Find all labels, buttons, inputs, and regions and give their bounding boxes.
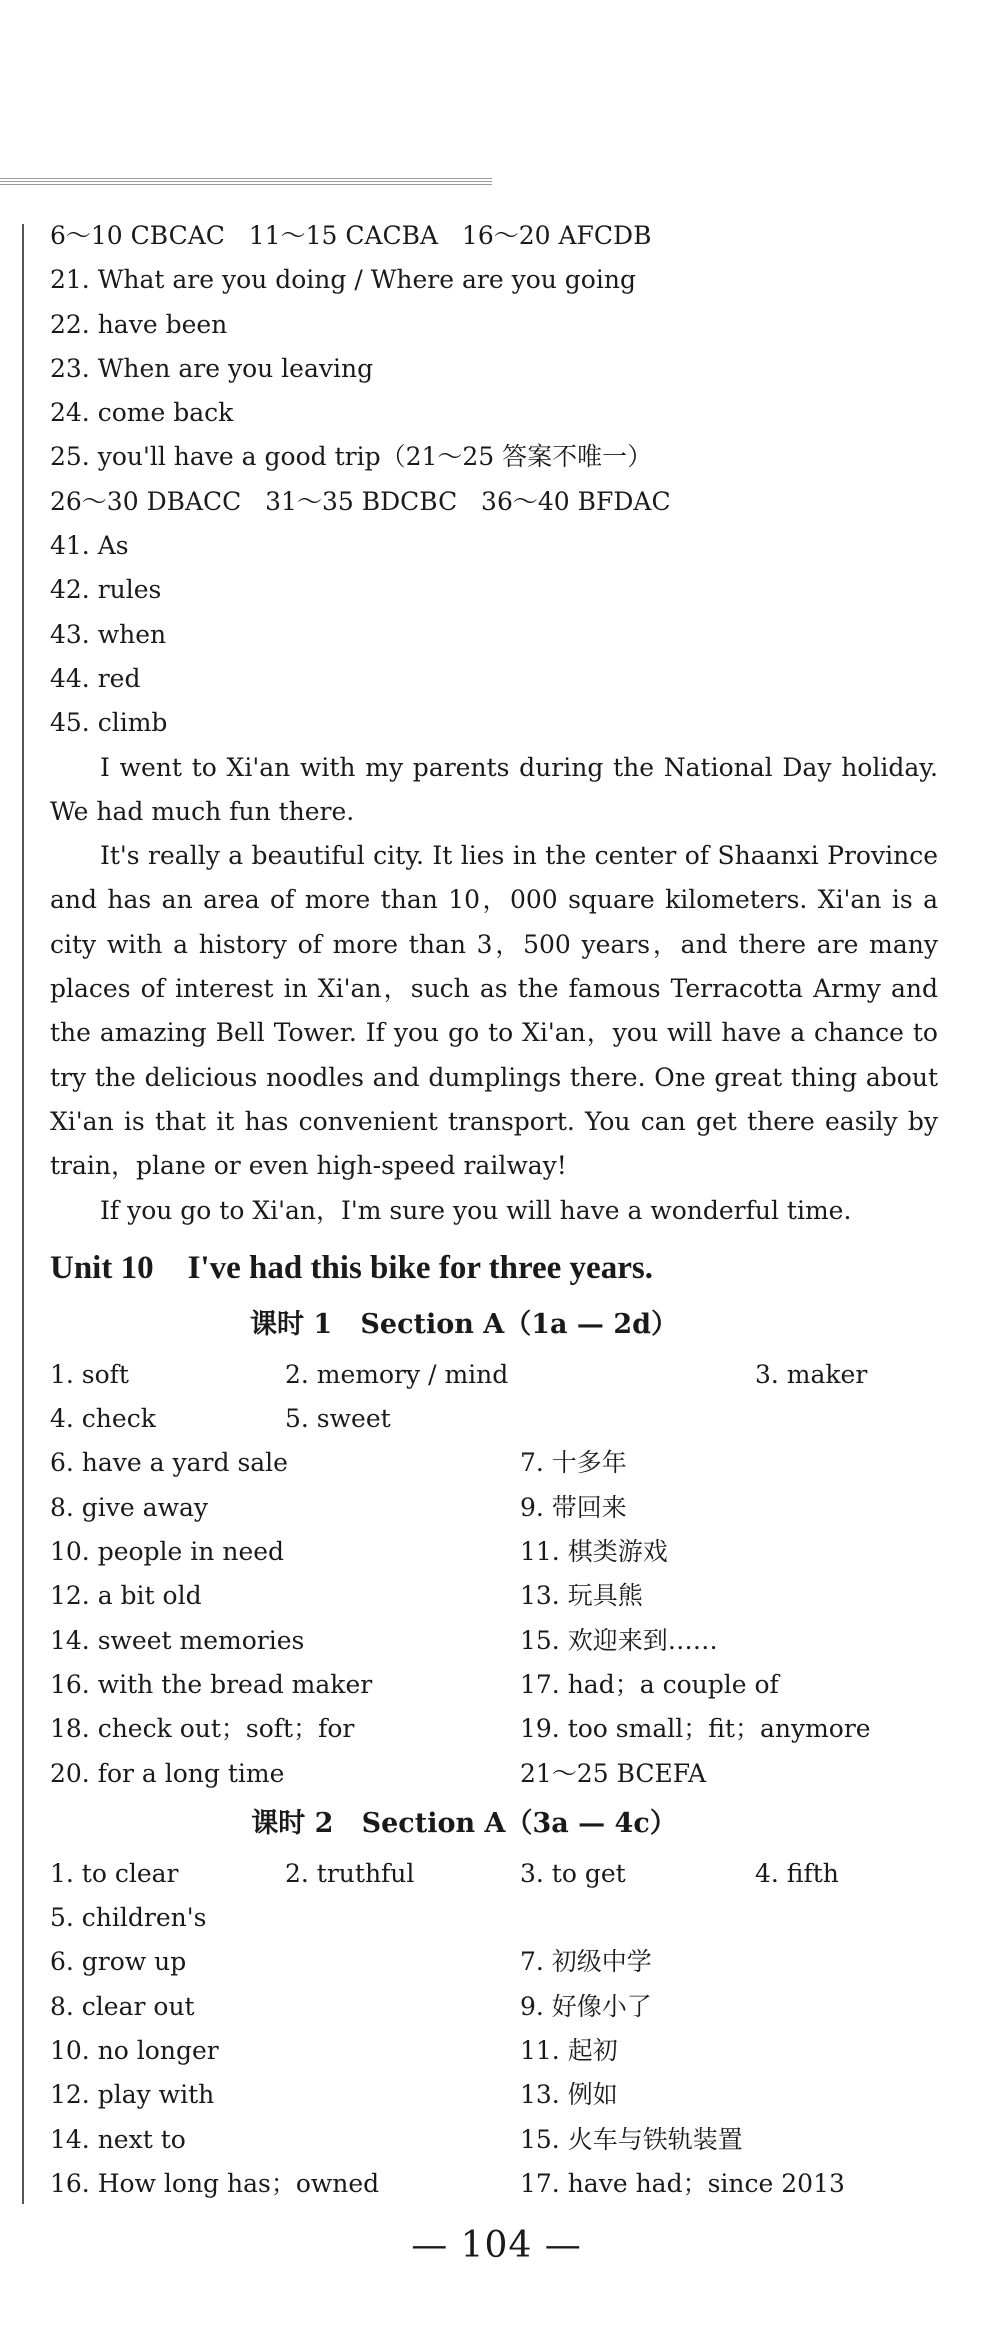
answer-row [50, 1752, 938, 1796]
essay-paragraph: If you go to Xi'an，I'm sure you will have a wonderful time. [100, 1195, 852, 1225]
answer-row [50, 1574, 938, 1618]
answer-item: 18. check out；soft；for [50, 1714, 355, 1744]
answer-item: 9. 好像小了 [520, 1991, 652, 2021]
answer-row [50, 1441, 938, 1485]
essay-paragraph: It's really a beautiful city. It lies in the center of Shaanxi Province and has an area of more than 10，000 square kilometers. Xi'an is a city with a history of more than 3，500 years，and there are many places of interest in Xi'an，such as the famous Terracotta Army and the amazing Bell Tower. If you go to Xi'an，you will have a chance to try the delicious noodles and dumplings there. One great thing about Xi'an is that it has convenient transport. You can get there easily by train，plane or even high-speed railway! [50, 841, 938, 1181]
answer-line: 42. rules [50, 575, 162, 605]
answer-row [50, 1707, 938, 1751]
answer-item: 8. give away [50, 1492, 208, 1522]
answer-row [50, 2073, 938, 2117]
answer-row [50, 1852, 938, 1896]
answer-item: 14. next to [50, 2124, 186, 2154]
essay-paragraph: I went to Xi'an with my parents during the National Day holiday. We had much fun there. [50, 752, 938, 826]
answer-row [50, 1985, 938, 2029]
answer-line: 45. climb [50, 708, 168, 738]
answer-item: 8. clear out [50, 1991, 195, 2021]
answer-item: 3. maker [755, 1359, 868, 1389]
answer-item: 17. had；a couple of [520, 1669, 779, 1699]
answer-item: 1. soft [50, 1359, 129, 1389]
answer-item: 20. for a long time [50, 1758, 285, 1788]
answer-item: 9. 带回来 [520, 1492, 627, 1522]
answer-item: 15. 欢迎来到…… [520, 1625, 718, 1655]
answer-line: 25. you'll have a good trip（21～25 答案不唯一） [50, 442, 653, 472]
answer-item: 16. with the bread maker [50, 1669, 373, 1699]
answer-row [50, 2118, 938, 2162]
answer-line: 22. have been [50, 309, 228, 339]
answer-item: 11. 起初 [520, 2035, 618, 2065]
left-margin-rule [22, 224, 24, 2204]
answer-key-content [50, 214, 938, 2206]
answer-row [50, 1353, 938, 1397]
answer-row [50, 1486, 938, 1530]
answer-item: 14. sweet memories [50, 1625, 305, 1655]
answer-item: 13. 例如 [520, 2080, 618, 2110]
answer-item: 19. too small；fit；anymore [520, 1714, 871, 1744]
answer-item: 4. check [50, 1404, 156, 1434]
unit-number: Unit 10 [50, 1249, 154, 1286]
answer-line: 44. red [50, 663, 141, 693]
answer-row [50, 1663, 938, 1707]
answer-item: 11. 棋类游戏 [520, 1537, 668, 1567]
unit-title [50, 1239, 938, 1297]
answer-item: 2. memory / mind [285, 1359, 509, 1389]
answer-item: 5. sweet [285, 1404, 391, 1434]
answer-item: 10. no longer [50, 2035, 219, 2065]
answer-row [50, 2162, 938, 2206]
answer-line: 41. As [50, 531, 129, 561]
answer-line: 21. What are you doing / Where are you going [50, 265, 636, 295]
answer-item: 10. people in need [50, 1537, 285, 1567]
answer-row [50, 1619, 938, 1663]
answer-row [50, 1397, 938, 1441]
answer-row [50, 1940, 938, 1984]
answer-item: 5. children's [50, 1903, 207, 1933]
answer-line: 24. come back [50, 398, 234, 428]
answer-row [50, 1896, 938, 1940]
answer-line: 23. When are you leaving [50, 353, 374, 383]
answer-row [50, 1530, 938, 1574]
answer-item: 21～25 BCEFA [520, 1758, 707, 1788]
lesson-2 [50, 1796, 938, 2206]
answer-item: 13. 玩具熊 [520, 1581, 643, 1611]
unit-title-text: I've had this bike for three years. [187, 1249, 653, 1286]
answer-item: 1. to clear [50, 1858, 179, 1888]
answer-item: 12. a bit old [50, 1581, 202, 1611]
lesson-1-heading: 课时 1 Section A（1a — 2d） [250, 1308, 678, 1340]
answer-item: 6. grow up [50, 1947, 187, 1977]
answer-item: 6. have a yard sale [50, 1448, 288, 1478]
answer-line: 6～10 CBCAC 11～15 CACBA 16～20 AFCDB [50, 221, 652, 250]
answer-item: 7. 十多年 [520, 1448, 627, 1478]
answer-item: 2. truthful [285, 1858, 415, 1888]
answer-item: 15. 火车与铁轨装置 [520, 2124, 743, 2154]
answer-item: 4. fifth [755, 1858, 839, 1888]
answer-item: 12. play with [50, 2080, 215, 2110]
answer-item: 3. to get [520, 1858, 626, 1888]
answer-item: 16. How long has；owned [50, 2168, 380, 2198]
answer-line: 26～30 DBACC 31～35 BDCBC 36～40 BFDAC [50, 486, 671, 516]
answer-row [50, 2029, 938, 2073]
top-double-rule [0, 178, 492, 185]
lesson-1 [50, 1297, 938, 1796]
answer-line: 43. when [50, 619, 167, 649]
lesson-2-heading: 课时 2 Section A（3a — 4c） [251, 1807, 677, 1839]
sample-essay [50, 746, 938, 1233]
answer-item: 17. have had；since 2013 [520, 2168, 845, 2198]
page-number: — 104 — [411, 2225, 582, 2266]
answers-top [50, 214, 938, 746]
answer-item: 7. 初级中学 [520, 1947, 652, 1977]
